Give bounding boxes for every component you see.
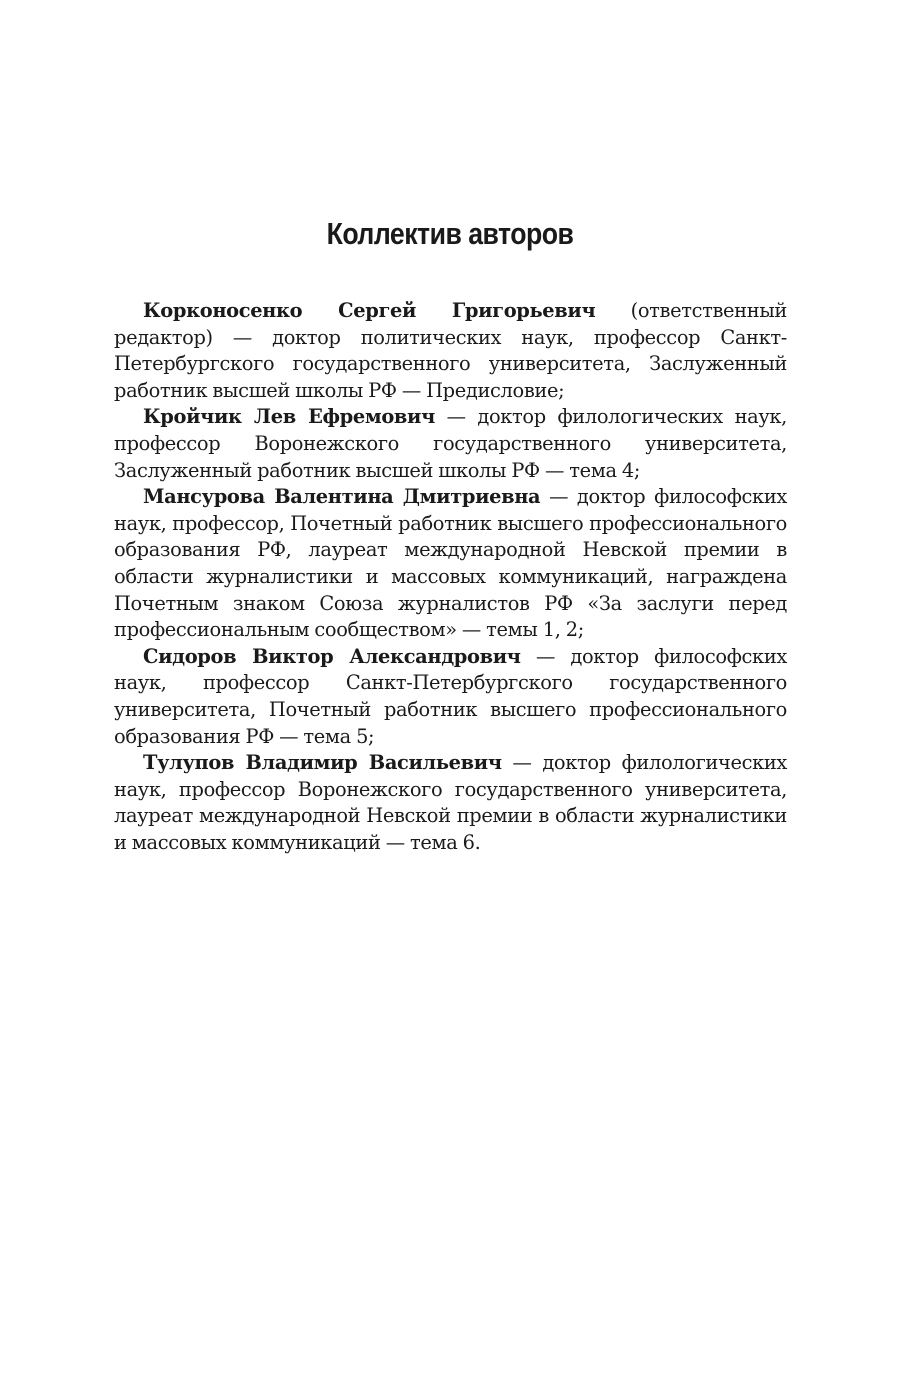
author-entry (114, 644, 787, 750)
author-entry (114, 484, 787, 644)
author-entry (114, 298, 787, 404)
author-name: Корконосенко Сергей Григорьевич (143, 299, 596, 322)
author-description: — доктор филологических наук, профессор Воронежского государственного университета, Заслуженный работник высшей школы РФ — тема 4; (114, 405, 787, 482)
author-description: — доктор философских наук, профессор, Почетный работник высшего профессионального образования РФ, лауреат международной Невской премии в области журналистики и массовых коммуникаций, награждена Почетным знаком Союза журналистов РФ «За заслуги перед профессиональным сообществом» — темы 1, 2; (114, 485, 787, 642)
author-description: — доктор философских наук, профессор Санкт-Петербургского государственного университета, Почетный работник высшего профессионального образования РФ — тема 5; (114, 644, 787, 748)
author-name: Мансурова Валентина Дмитриевна (143, 485, 541, 509)
author-name: Тулупов Владимир Васильевич (143, 751, 502, 775)
authors-list (114, 298, 787, 856)
author-entry (114, 750, 787, 856)
author-description: (ответственный редактор) — доктор политических наук, профессор Санкт-Петербургского государственного университета, Заслуженный работник высшей школы РФ — Предисловие; (114, 299, 787, 402)
author-name: Сидоров Виктор Александрович (143, 644, 521, 668)
page-title: Коллектив авторов (326, 216, 574, 251)
author-entry (114, 404, 787, 484)
author-description: — доктор филологических наук, профессор Воронежского государственного университета, лауреат международной Невской премии в области журналистики и массовых коммуникаций — тема 6. (114, 751, 788, 854)
author-name: Кройчик Лев Ефремович (143, 405, 435, 429)
